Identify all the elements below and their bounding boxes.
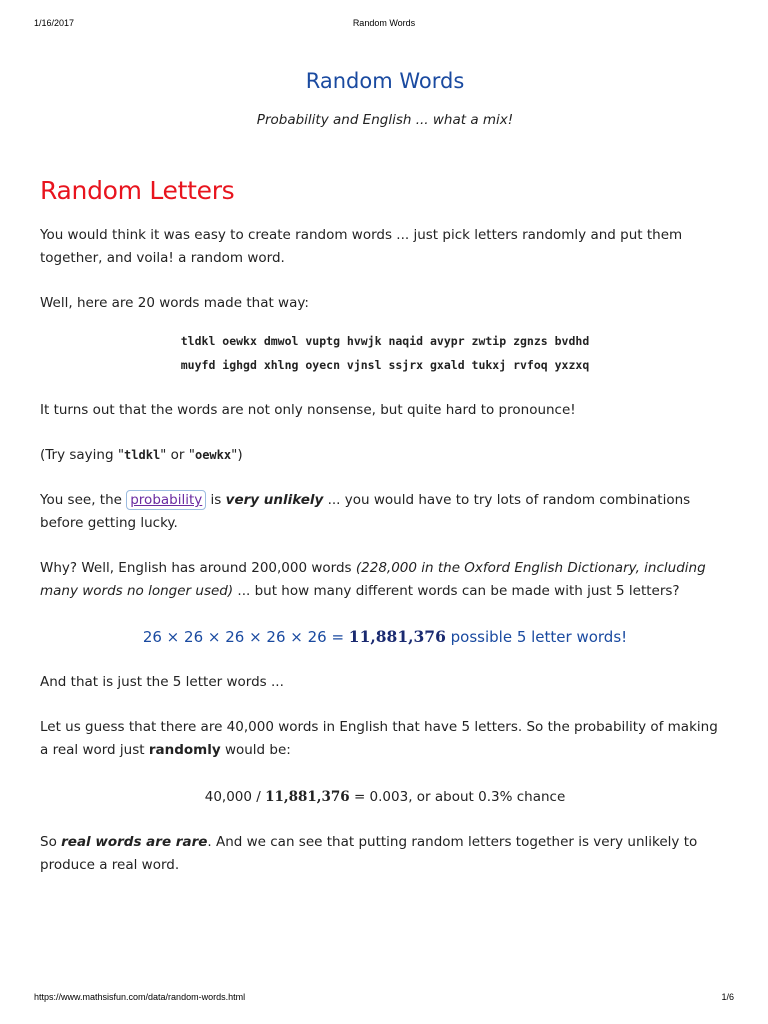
paragraph-probability [40, 489, 730, 535]
paragraph-guess [40, 716, 730, 762]
print-date: 1/16/2017 [34, 18, 75, 28]
article-content [40, 60, 730, 877]
oxford-note: (228,000 in the Oxford English Dictionary, including many words no longer used) [40, 560, 706, 599]
random-words-line-2: muyfd ighgd xhlng oyecn vjnsl ssjrx gxald tukxj rvfoq yxzxq [180, 358, 590, 372]
paragraph-five-letter: And that is just the 5 letter words ... [40, 674, 284, 690]
probability-mid: is [206, 492, 226, 508]
print-footer [0, 992, 768, 1006]
real-words-rare-emphasis: real words are rare [61, 834, 208, 850]
calc-bold: 11,881,376 [265, 789, 350, 805]
conclusion-post: . And we can see that putting random letters together is very unlikely to produce a real word. [40, 834, 698, 873]
paragraph-why [40, 557, 730, 603]
guess-pre: Let us guess that there are 40,000 words in English that have 5 letters. So the probability of making a real word just [40, 719, 718, 758]
conclusion-pre: So [40, 834, 62, 850]
example-word-2: oewkx [194, 448, 232, 462]
section-heading: Random Letters [40, 176, 235, 205]
paragraph-try-saying [40, 444, 730, 467]
random-words-line-1: tldkl oewkx dmwol vuptg hvwjk naqid avypr zwtip zgnzs bvdhd [180, 334, 590, 348]
why-post: ... but how many different words can be made with just 5 letters? [233, 583, 680, 599]
page-title: Random Words [305, 69, 465, 93]
why-pre: Why? Well, English has around 200,000 words [40, 560, 356, 576]
probability-link[interactable]: probability [126, 490, 206, 510]
print-page-number: 1/6 [721, 992, 734, 1002]
guess-post: would be: [220, 742, 291, 758]
paragraph-conclusion [40, 831, 730, 877]
paragraph-nonsense: It turns out that the words are not only nonsense, but quite hard to pronounce! [40, 402, 576, 418]
paragraph-twenty-words: Well, here are 20 words made that way: [40, 295, 309, 311]
probability-pre: You see, the [40, 492, 127, 508]
randomly-bold: randomly [148, 742, 221, 758]
try-saying-text: (Try saying " [40, 447, 125, 463]
formula-expression: 26 × 26 × 26 × 26 × 26 = [142, 628, 349, 646]
page-subtitle: Probability and English ... what a mix! [256, 112, 514, 128]
try-saying-or: " or " [160, 447, 195, 463]
print-url: https://www.mathsisfun.com/data/random-words.html [34, 992, 246, 1002]
probability-calculation [40, 786, 730, 809]
combinations-formula [40, 625, 730, 649]
random-words-list [40, 329, 730, 377]
paragraph-intro: You would think it was easy to create random words ... just pick letters randomly and put them together, and voila! a random word. [40, 227, 683, 266]
print-title: Random Words [352, 18, 416, 28]
probability-post: ... you would have to try lots of random combinations before getting lucky. [40, 492, 691, 531]
formula-result: 11,881,376 [348, 627, 446, 646]
example-word-1: tldkl [124, 448, 161, 462]
formula-suffix: possible 5 letter words! [445, 628, 628, 646]
print-header [0, 18, 768, 32]
calc-post: = 0.003, or about 0.3% chance [349, 789, 566, 805]
very-unlikely-emphasis: very unlikely [225, 492, 324, 508]
try-saying-close: ") [231, 447, 243, 463]
calc-pre: 40,000 / [204, 789, 266, 805]
